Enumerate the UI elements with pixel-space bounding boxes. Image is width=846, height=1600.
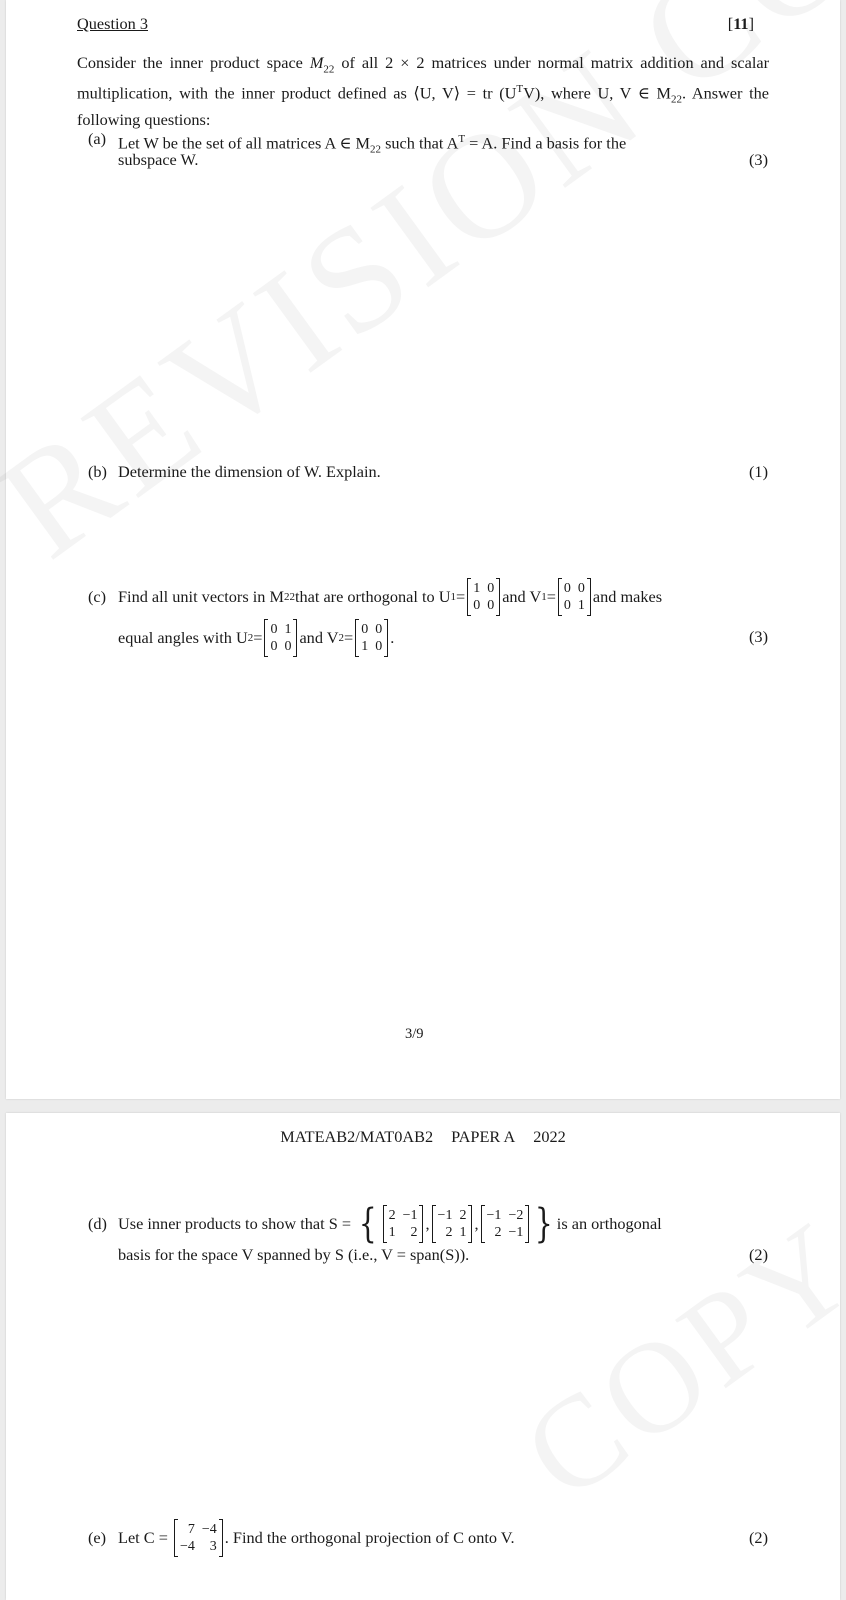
part-e-marks: (2) [749,1528,768,1547]
matrix-v2 [355,619,388,657]
part-e-text-1: Let C = [118,1528,168,1547]
matrix-entry: 0 [487,598,495,613]
intro-m22-sub: 22 [323,63,335,76]
matrix-s2 [432,1205,473,1243]
matrix-entry: 0 [563,581,571,596]
matrix-entry: 1 [473,581,481,596]
part-c-and-makes: and makes [592,587,663,606]
part-c-sub: 22 [283,591,295,603]
matrix-entry: −1 [486,1208,502,1223]
intro-m22: M [309,53,324,72]
matrix-u1 [467,578,500,616]
matrix-entry: 3 [209,1539,217,1554]
part-c-equals-1: = [456,587,466,606]
paper-year: 2022 [533,1127,566,1146]
part-c-text-1: Find all unit vectors in M [118,587,284,606]
intro-text-3: V), where U, V ∈ M [523,83,671,103]
part-a-sub: 22 [370,143,381,156]
part-b-marks: (1) [749,462,768,481]
question-title: Question 3 [77,14,148,33]
part-c-line2 [118,609,394,667]
matrix-s3 [481,1205,530,1243]
part-a-label: (a) [88,129,107,148]
matrix-entry: 2 [410,1225,418,1240]
matrix-entry: 1 [361,639,369,654]
matrix-entry: 0 [270,622,278,637]
part-d-line1: Use inner products to show that S = { 2 −1 1 2 , −1 2 2 1 , −1 −2 2 −1 } is an orthogonal [118,1201,662,1247]
matrix-entry: 2 [459,1208,467,1223]
matrix-entry: 2 [388,1208,396,1223]
part-c-v1-sub: 1 [541,591,547,603]
part-c-marks: (3) [749,627,768,646]
matrix-entry: 1 [577,598,585,613]
part-b-text: Determine the dimension of W. Explain. [118,462,381,481]
part-c-equals-4: = [344,628,354,647]
part-a-text-3: = A. Find a basis for the [465,133,627,153]
intro-sup-t: T [516,83,524,96]
matrix-entry: −4 [201,1522,217,1537]
paper-header [0,1127,846,1147]
part-c-u2-sub: 2 [247,632,254,644]
matrix-entry: 2 [494,1225,502,1240]
matrix-entry: 7 [187,1522,195,1537]
part-c-period: . [390,628,395,647]
question-intro [77,53,769,130]
part-d-marks: (2) [749,1245,768,1264]
matrix-entry: −2 [508,1208,524,1223]
intro-text-1: Consider the inner product space [77,53,310,72]
part-a-sup: T [458,133,466,145]
matrix-entry: 0 [577,581,585,596]
part-e-label: (e) [88,1528,107,1547]
part-a-text-1: Let W be the set of all matrices A ∈ M [118,133,370,153]
matrix-entry: −1 [508,1225,524,1240]
right-brace: } [535,1201,553,1247]
part-d-label: (d) [88,1214,107,1233]
matrix-entry: 0 [361,622,369,637]
part-d-line2: basis for the space V spanned by S (i.e., V = span(S)). [118,1245,470,1264]
matrix-c [174,1519,223,1557]
matrix-entry: 0 [375,639,383,654]
intro-m22-sub-2: 22 [670,93,682,106]
part-a-text-2: such that A [381,133,459,153]
matrix-entry: 0 [284,639,292,654]
part-c-label: (c) [88,587,107,606]
left-brace: { [358,1201,377,1247]
part-e-line [118,1509,515,1567]
intro-text-2: of all 2 × 2 matrices under normal matrix addition and scalar multiplication, with the inner product defined as ⟨U, V⟩ = tr (U [77,53,769,103]
part-d-text-2: is an orthogonal [556,1214,662,1233]
page-number: 3/9 [405,1026,424,1042]
matrix-v1 [558,578,591,616]
part-a-marks: (3) [749,150,768,169]
total-marks-value: 11 [733,14,749,33]
question-total-marks: [11] [727,14,754,33]
matrix-entry: 1 [459,1225,467,1240]
part-c-u1-sub: 1 [450,591,456,603]
matrix-entry: 0 [563,598,571,613]
part-e-text-2: . Find the orthogonal projection of C onto V. [224,1528,515,1547]
part-c-and-v1: and V [502,587,542,606]
matrix-entry: 0 [473,598,481,613]
matrix-entry: 2 [445,1225,453,1240]
part-c-v2-sub: 2 [338,632,344,644]
matrix-u2 [264,619,297,657]
intro-text-4: . Answer the following questions: [77,83,770,129]
part-c-equals-3: = [253,628,263,647]
matrix-entry: 1 [284,622,292,637]
part-c-text-2: that are orthogonal to U [294,587,451,606]
paper-label: PAPER A [451,1127,516,1146]
course-code: MATEAB2/MAT0AB2 [280,1127,434,1146]
part-b-label: (b) [88,462,107,481]
part-c-equals-2: = [546,587,556,606]
matrix-entry: 0 [375,622,383,637]
matrix-entry: −1 [437,1208,453,1223]
part-c-and-v2: and V [299,628,339,647]
matrix-s1 [383,1205,424,1243]
matrix-entry: −4 [179,1539,195,1554]
part-d-text-1: Use inner products to show that S = [118,1214,352,1233]
matrix-entry: −1 [402,1208,418,1223]
matrix-entry: 0 [487,581,495,596]
matrix-entry: 1 [388,1225,396,1240]
matrix-entry: 0 [270,639,278,654]
part-c-text-3: equal angles with U [118,628,248,647]
part-a-text-line2: subspace W. [118,150,199,169]
